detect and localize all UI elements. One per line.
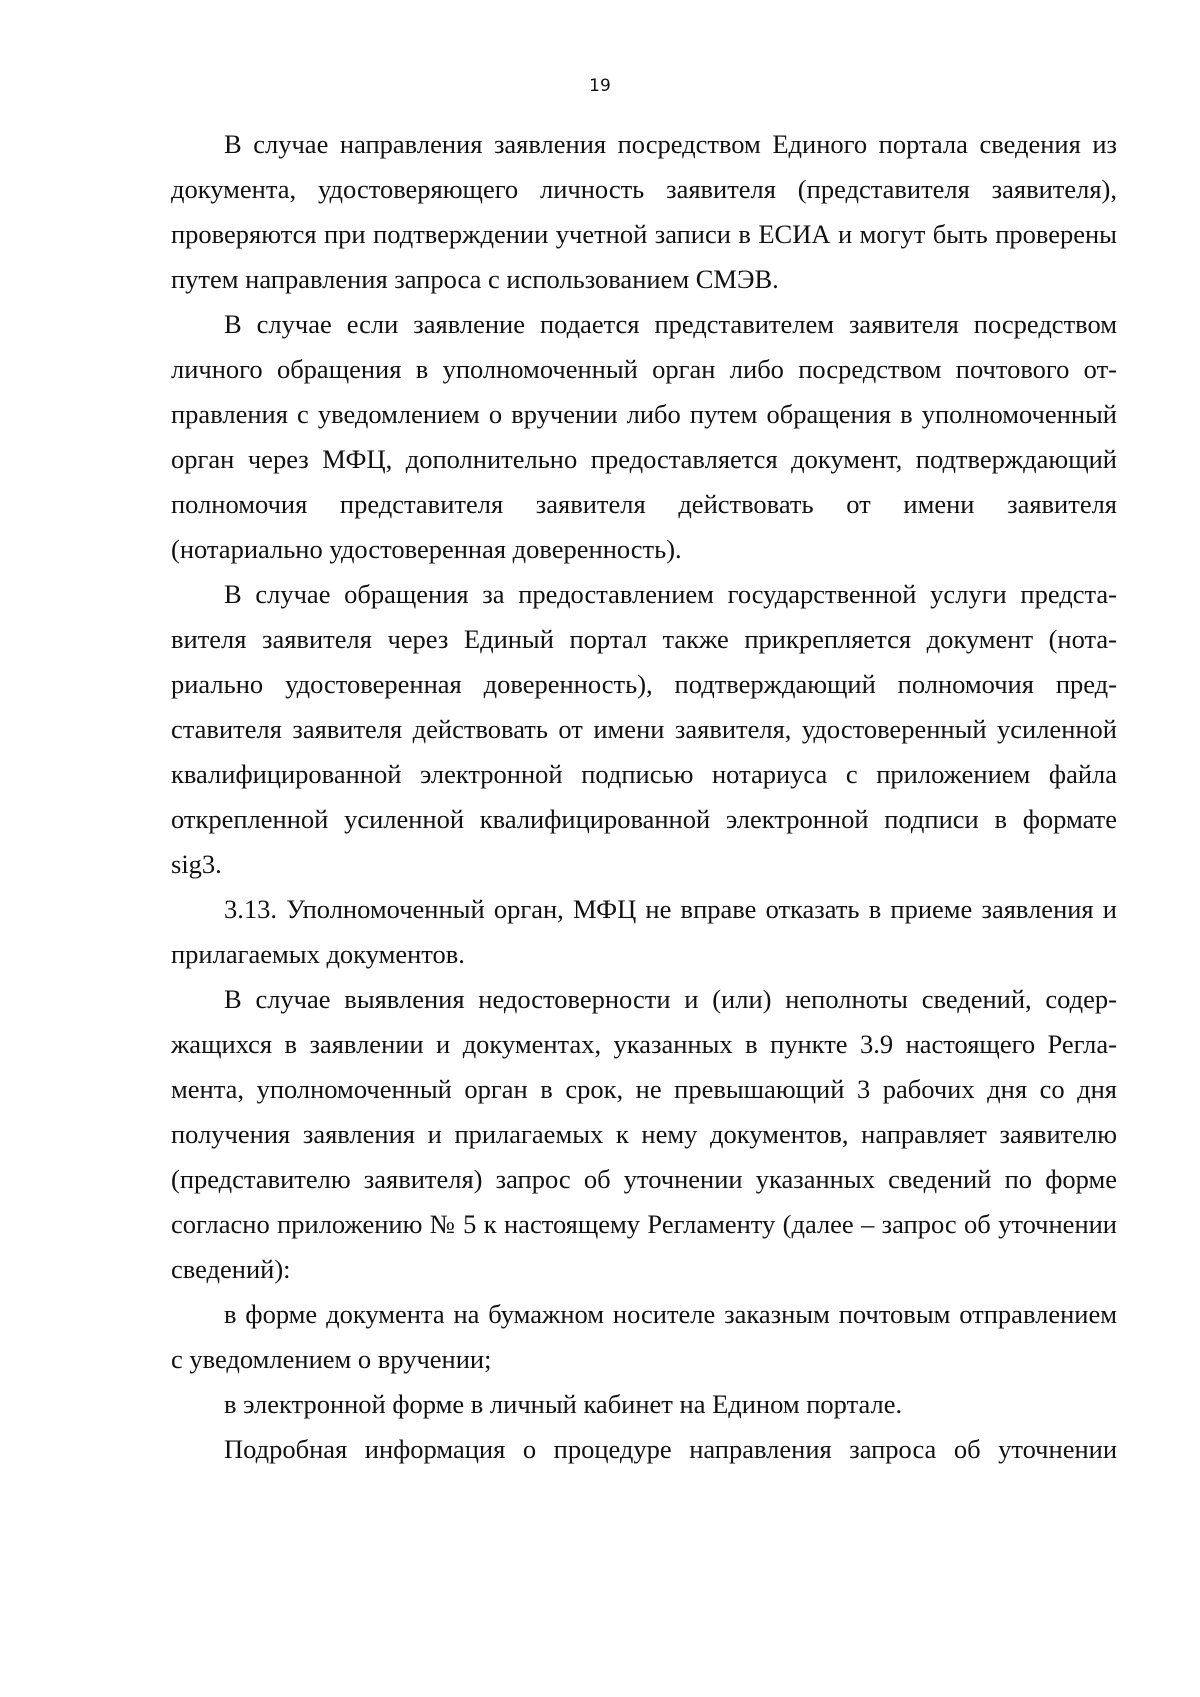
paragraph-representative-in-person: В случае если заявление подается представителем заявителя посредством личного обращения в уполномоченный орган либо посредством почтового отправления с уведомлением о вручении либо путем обращения в уполномоченный орган через МФЦ, дополнительно предоставляется документ, подтверждающий полномочия представителя заявителя действовать от имени заявителя (нотариально удостоверенная доверенность). — [171, 309, 1117, 564]
paragraph-detailed-info: Подробная информация о процедуре направления запроса об уточнении — [224, 1434, 1117, 1464]
page-number: 19 — [589, 76, 611, 96]
list-item-electronic-form: в электронной форме в личный кабинет на Едином портале. — [224, 1389, 903, 1419]
paragraph-portal-verification: В случае направления заявления посредством Единого портала сведения из документа, удостоверяющего личность заявителя (представителя заявителя), проверяются при подтверждении учетной записи в ЕСИА и могут быть проверены путем направления запроса с использованием СМЭВ. — [171, 129, 1117, 294]
paragraph-representative-portal: В случае обращения за предоставлением государственной услуги представителя заявителя через Единый портал также прикрепляется документ (нотариально удостоверенная доверенность), подтверждающий полномочия представителя заявителя действовать от имени заявителя, удостоверенный усиленной квалифицированной электронной подписью нотариуса с приложением файла открепленной усиленной квалифицированной электронной подписи в формате sig3. — [171, 579, 1117, 879]
paragraph-3-13: 3.13. Уполномоченный орган, МФЦ не вправе отказать в приеме заявления и прилагаемых документов. — [171, 894, 1117, 969]
paragraph-clarification-request: В случае выявления недостоверности и (или) неполноты сведений, содержащихся в заявлении и документах, указанных в пункте 3.9 настоящего Регламента, уполномоченный орган в срок, не превышающий 3 рабочих дня со дня получения заявления и прилагаемых к нему документов, направляет заявителю (представителю заявителя) запрос об уточнении указанных сведений по форме согласно приложению № 5 к настоящему Регламенту (далее – запрос об уточнении сведений): — [171, 984, 1117, 1284]
list-item-paper-form: в форме документа на бумажном носителе заказным почтовым отправлением с уведомлением о вручении; — [171, 1299, 1117, 1374]
document-body — [171, 122, 1117, 1472]
